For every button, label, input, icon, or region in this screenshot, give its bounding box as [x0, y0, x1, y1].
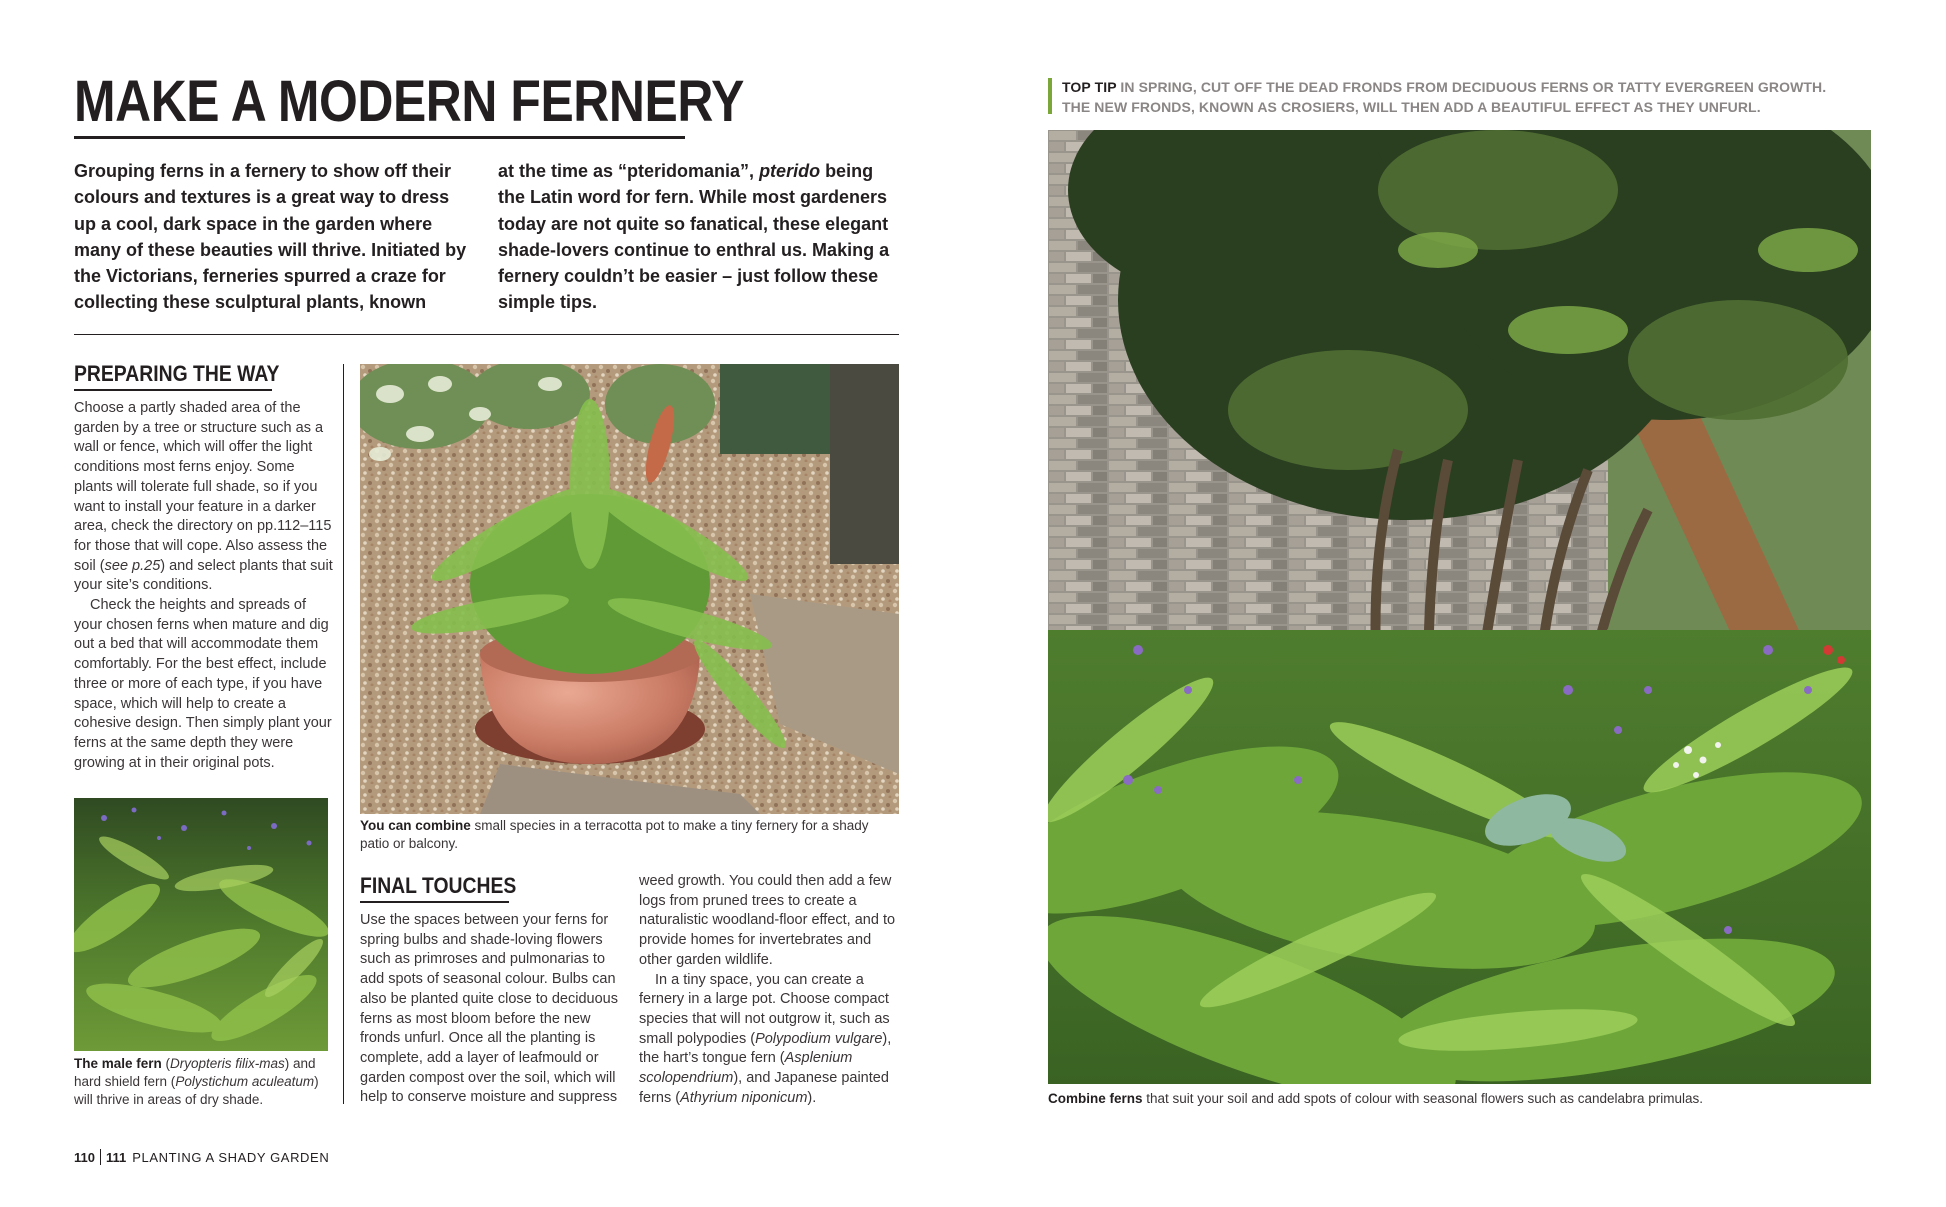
final-p2-a: In a tiny space, you can create a fernery in a large pot. Choose compact species that will not outgrow it, such as small polypodies ( [639, 971, 890, 1047]
final-col2-paragraph-2 [639, 971, 901, 1109]
folio-separator [100, 1149, 101, 1165]
final-touches-col2 [639, 872, 901, 1108]
preparing-heading: PREPARING THE WAY [74, 361, 280, 386]
male-fern-caption-t3: ) will thrive in areas of dry shade. [74, 1074, 319, 1107]
top-tip-text: IN SPRING, CUT OFF THE DEAD FRONDS FROM DECIDUOUS FERNS OR TATTY EVERGREEN GROWTH. THE NEW FRONDS, KNOWN AS CROSIERS, WILL THEN ADD A BEAUTIFUL EFFECT AS THEY UNFURL. [1062, 79, 1827, 115]
preparing-p1-a: Choose a partly shaded area of the garden by a tree or structure such as a wall or fence, which will offer the light conditions most ferns enjoy. Some plants will tolerate full shade, so if you want to install your feature in a darker area, check the directory on pp.112–115 for those that will cope. Also assess the soil ( [74, 400, 332, 574]
male-fern-caption-lead: The male fern [74, 1056, 162, 1071]
column-divider [343, 364, 344, 1104]
final-p2-i3: Athyrium niponicum [680, 1089, 808, 1106]
preparing-heading-underline [74, 389, 272, 391]
intro-right-text-b: being the Latin word for fern. While most gardeners today are not quite so fanatical, these elegant shade-lovers continue to enthral us. Making a fernery couldn’t be easier – just follow these simple tips. [498, 161, 890, 313]
title-underline [74, 136, 685, 139]
top-tip-accent-bar [1048, 78, 1052, 114]
page-folio [74, 1149, 329, 1167]
preparing-p1-b: ) and select plants that suit your site’s conditions. [74, 557, 333, 594]
male-fern-caption [74, 1055, 334, 1109]
pot-caption-lead: You can combine [360, 818, 471, 833]
male-fern-caption-t1: ( [161, 1056, 171, 1071]
male-fern-caption-t2: ) and hard shield fern ( [74, 1056, 316, 1089]
final-touches-heading: FINAL TOUCHES [360, 873, 517, 898]
intro-divider [74, 334, 899, 335]
final-p2-b: ), the hart’s tongue fern ( [639, 1030, 892, 1067]
top-tip-label: TOP TIP [1062, 79, 1117, 95]
pot-caption-text: small species in a terracotta pot to make a tiny fernery for a shady patio or balcony. [360, 818, 869, 851]
final-touches-col1 [360, 911, 620, 1108]
garden-caption [1048, 1090, 1871, 1108]
garden-fernery-photo [1048, 130, 1871, 1084]
left-page-number: 110 [74, 1150, 95, 1165]
final-touches-heading-underline [360, 901, 509, 903]
terracotta-pot-photo [360, 364, 899, 814]
intro-left-column: Grouping ferns in a fernery to show off their colours and textures is a great way to dress up a cool, dark space in the garden where many of these beauties will thrive. Initiated by the Victorians, ferneries spurred a craze for collecting these sculptural plants, known [74, 161, 467, 313]
page-title: MAKE A MODERN FERNERY [74, 69, 744, 134]
garden-caption-lead: Combine ferns [1048, 1091, 1143, 1106]
intro-right-italic: pterido [759, 161, 821, 181]
preparing-p1-italic: see p.25 [104, 557, 161, 574]
folio-section-title: PLANTING A SHADY GARDEN [132, 1150, 330, 1165]
male-fern-caption-i2: Polystichum aculeatum [175, 1074, 315, 1089]
male-fern-photo [74, 798, 328, 1051]
top-tip [1062, 77, 1852, 117]
final-col1-paragraph: Use the spaces between your ferns for spring bulbs and shade-loving flowers such as primroses and pulmonarias to add spots of seasonal colour. Bulbs can also be planted quite close to deciduous ferns as most bloom before the new fronds unfurl. Once all the planting is complete, add a layer of leafmould or garden compost over the soil, which will help to conserve moisture and suppress [360, 912, 618, 1106]
final-p2-d: ). [807, 1089, 817, 1106]
final-col2-paragraph-1: weed growth. You could then add a few logs from pruned trees to create a naturalistic woodland-floor effect, and to provide homes for invertebrates and other garden wildlife. [639, 873, 896, 968]
final-p2-i1: Polypodium vulgare [755, 1030, 883, 1047]
intro-right-text-a: at the time as “pteridomania”, [498, 161, 760, 181]
male-fern-caption-i1: Dryopteris filix-mas [170, 1056, 285, 1071]
intro-right-column [498, 158, 898, 316]
preparing-paragraph-1 [74, 399, 336, 596]
final-p2-i2: Asplenium scolopendrium [639, 1050, 853, 1087]
final-p2-c: ), and Japanese painted ferns ( [639, 1070, 889, 1106]
pot-caption [360, 817, 900, 853]
preparing-paragraph-2: Check the heights and spreads of your chosen ferns when mature and dig out a bed that will accommodate them comfortably. For the best effect, include three or more of each type, if you have space, which will help to create a cohesive design. Then simply plant your ferns at the same depth they were growing at in their original pots. [74, 597, 332, 771]
preparing-body [74, 399, 336, 773]
garden-caption-text: that suit your soil and add spots of colour with seasonal flowers such as candelabra primulas. [1142, 1091, 1704, 1106]
right-page-number: 111 [105, 1150, 127, 1165]
